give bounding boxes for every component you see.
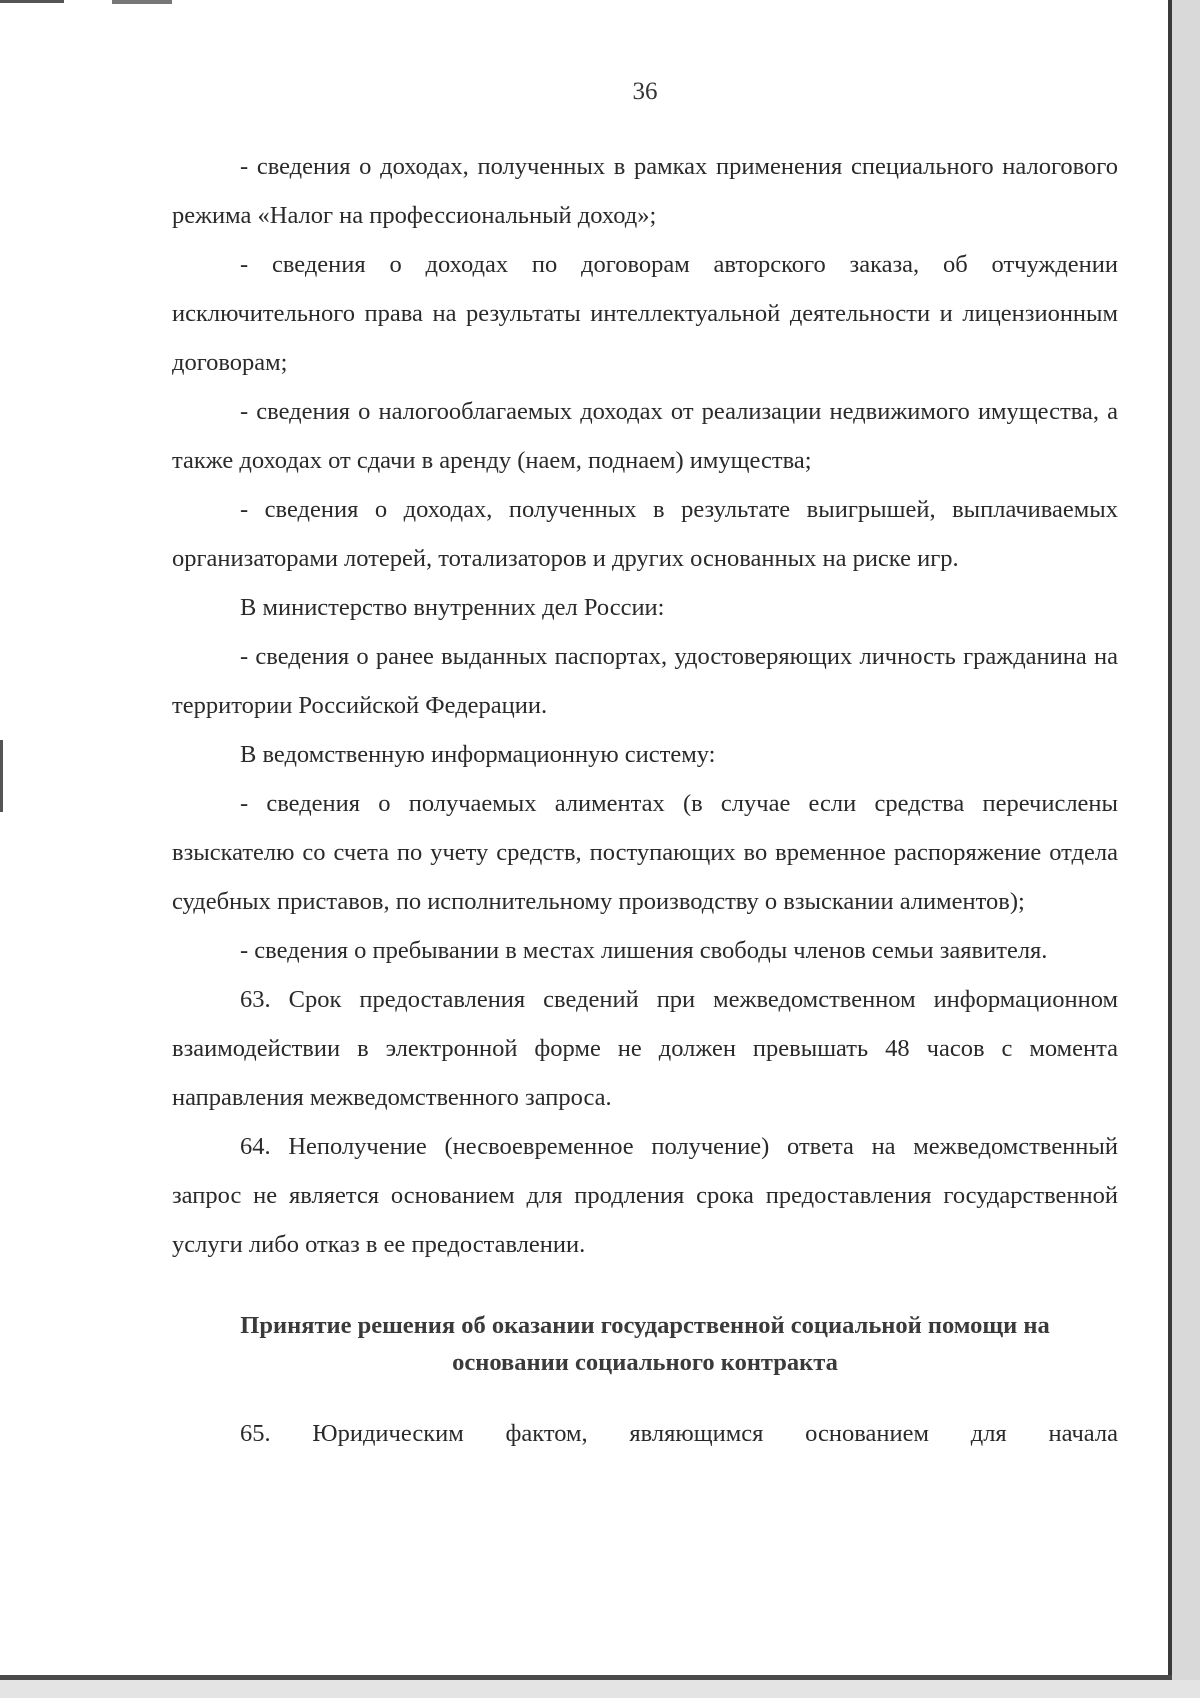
page-number: 36 xyxy=(632,78,658,105)
paragraph: 63. Срок предоставления сведений при межведомственном информационном взаимодействии в электронной форме не должен превышать 48 часов с момента направления межведомственного запроса. xyxy=(172,986,1118,1111)
scan-margin xyxy=(1172,0,1200,1698)
paragraph: - сведения о доходах, полученных в рамках применения специального налогового режима «Налог на профессиональный доход»; xyxy=(172,153,1118,229)
paragraph: 65. Юридическим фактом, являющимся основанием для начала xyxy=(240,1420,1118,1447)
paragraph: - сведения о пребывании в местах лишения свободы членов семьи заявителя. xyxy=(240,937,1048,964)
paragraph: 64. Неполучение (несвоевременное получение) ответа на межведомственный запрос не является основанием для продления срока предоставления государственной услуги либо отказ в ее предоставлении. xyxy=(172,1133,1118,1258)
section-heading-line: Принятие решения об оказании государственной социальной помощи на xyxy=(240,1312,1050,1339)
paragraph: - сведения о доходах по договорам авторского заказа, об отчуждении исключительного права на результаты интеллектуальной деятельности и лицензионным договорам; xyxy=(172,251,1118,376)
paragraph: - сведения о ранее выданных паспортах, удостоверяющих личность гражданина на территории Российской Федерации. xyxy=(172,643,1118,719)
scan-edge-mark xyxy=(112,0,172,4)
paragraph: - сведения о налогооблагаемых доходах от реализации недвижимого имущества, а также доходах от сдачи в аренду (наем, поднаем) имущества; xyxy=(172,398,1118,474)
paragraph: - сведения о доходах, полученных в результате выигрышей, выплачиваемых организаторами лотерей, тотализаторов и других основанных на риске игр. xyxy=(172,496,1118,572)
scan-edge-mark xyxy=(0,0,64,3)
scan-edge-mark xyxy=(0,740,3,812)
paragraph: - сведения о получаемых алиментах (в случае если средства перечислены взыскателю со счета по учету средств, поступающих во временное распоряжение отдела судебных приставов, по исполнительному производству о взыскании алиментов); xyxy=(172,790,1118,915)
document-body xyxy=(172,142,1118,1458)
paragraph: В ведомственную информационную систему: xyxy=(240,741,716,768)
section-heading-line: основании социального контракта xyxy=(452,1349,838,1376)
scan-margin xyxy=(0,1680,1200,1698)
paragraph: В министерство внутренних дел России: xyxy=(240,594,665,621)
section-heading xyxy=(172,1307,1118,1381)
